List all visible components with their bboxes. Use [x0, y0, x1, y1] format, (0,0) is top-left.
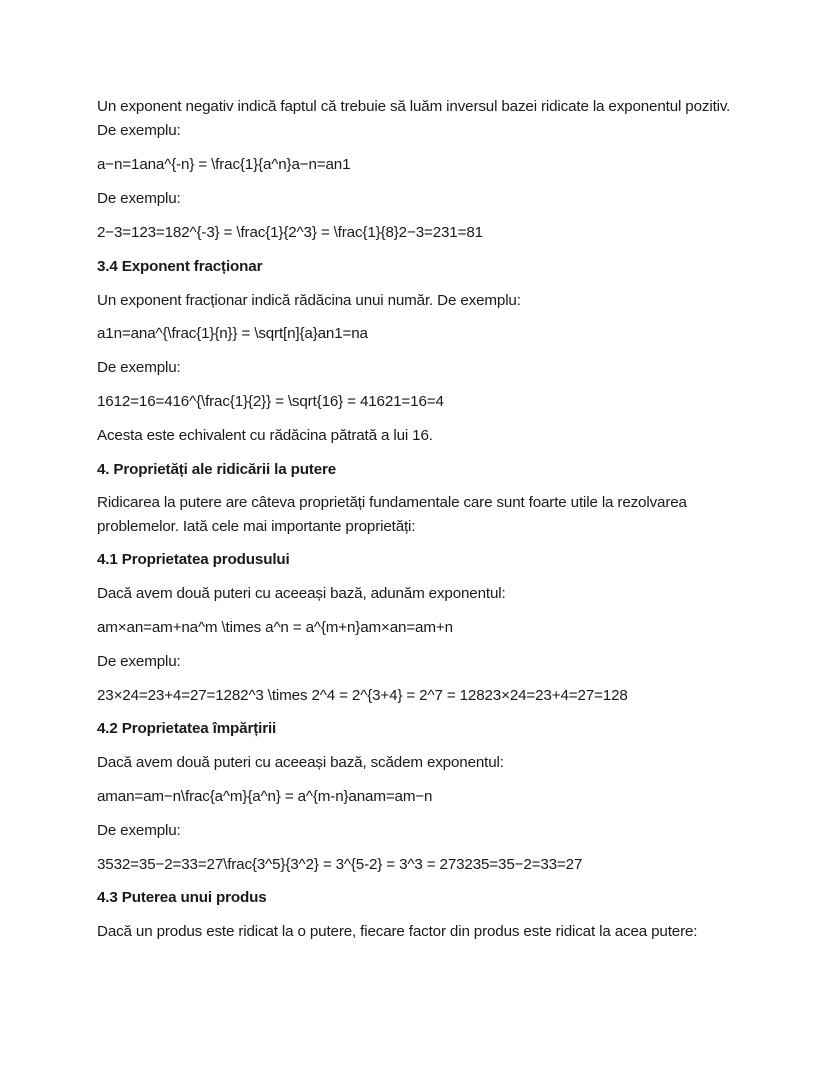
paragraph-power-of-product: Dacă un produs este ridicat la o putere, fiecare factor din produs este ridicat la acea putere: [97, 923, 698, 940]
paragraph-example: De exemplu: [97, 653, 181, 670]
paragraph-product-property: Dacă avem două puteri cu aceeași bază, adunăm exponentul: [97, 585, 506, 602]
heading-division-property: 4.2 Proprietatea împărțirii [97, 720, 277, 737]
formula-division-property-example: 3532=35−2=33=27\frac{3^5}{3^2} = 3^{5-2} = 3^3 = 273235=35−2=33=27 [97, 856, 583, 873]
paragraph-example: De exemplu: [97, 822, 181, 839]
heading-fractional-exponent: 3.4 Exponent fracționar [97, 258, 263, 275]
formula-negative-exponent: a−n=1ana^{-n} = \frac{1}{a^n}a−n=an1 [97, 156, 351, 173]
paragraph-negative-exponent: Un exponent negativ indică faptul că trebuie să luăm inversul bazei ridicate la exponentul pozitiv. De exemplu: [97, 98, 731, 139]
paragraph-example: De exemplu: [97, 190, 181, 207]
formula-division-property: aman=am−n\frac{a^m}{a^n} = a^{m-n}anam=am−n [97, 788, 433, 805]
paragraph-fractional-exponent: Un exponent fracționar indică rădăcina unui număr. De exemplu: [97, 292, 521, 309]
formula-negative-exponent-example: 2−3=123=182^{-3} = \frac{1}{2^3} = \frac{1}{8}2−3=231=81 [97, 224, 483, 241]
formula-fractional-exponent: a1n=ana^{\frac{1}{n}} = \sqrt[n]{a}an1=na [97, 325, 368, 342]
heading-product-property: 4.1 Proprietatea produsului [97, 551, 290, 568]
paragraph-example: De exemplu: [97, 359, 181, 376]
formula-product-property: am×an=am+na^m \times a^n = a^{m+n}am×an=am+n [97, 619, 453, 636]
formula-product-property-example: 23×24=23+4=27=1282^3 \times 2^4 = 2^{3+4} = 2^7 = 12823×24=23+4=27=128 [97, 687, 628, 704]
heading-power-of-product: 4.3 Puterea unui produs [97, 889, 267, 906]
paragraph-division-property: Dacă avem două puteri cu aceeași bază, scădem exponentul: [97, 754, 504, 771]
paragraph-square-root-note: Acesta este echivalent cu rădăcina pătrată a lui 16. [97, 427, 433, 444]
heading-power-properties: 4. Proprietăți ale ridicării la putere [97, 461, 337, 478]
formula-fractional-exponent-example: 1612=16=416^{\frac{1}{2}} = \sqrt{16} = 41621=16=4 [97, 393, 444, 410]
paragraph-power-properties-intro: Ridicarea la putere are câteva proprietăți fundamentale care sunt foarte utile la rezolvarea problemelor. Iată cele mai importante proprietăți: [97, 494, 687, 535]
